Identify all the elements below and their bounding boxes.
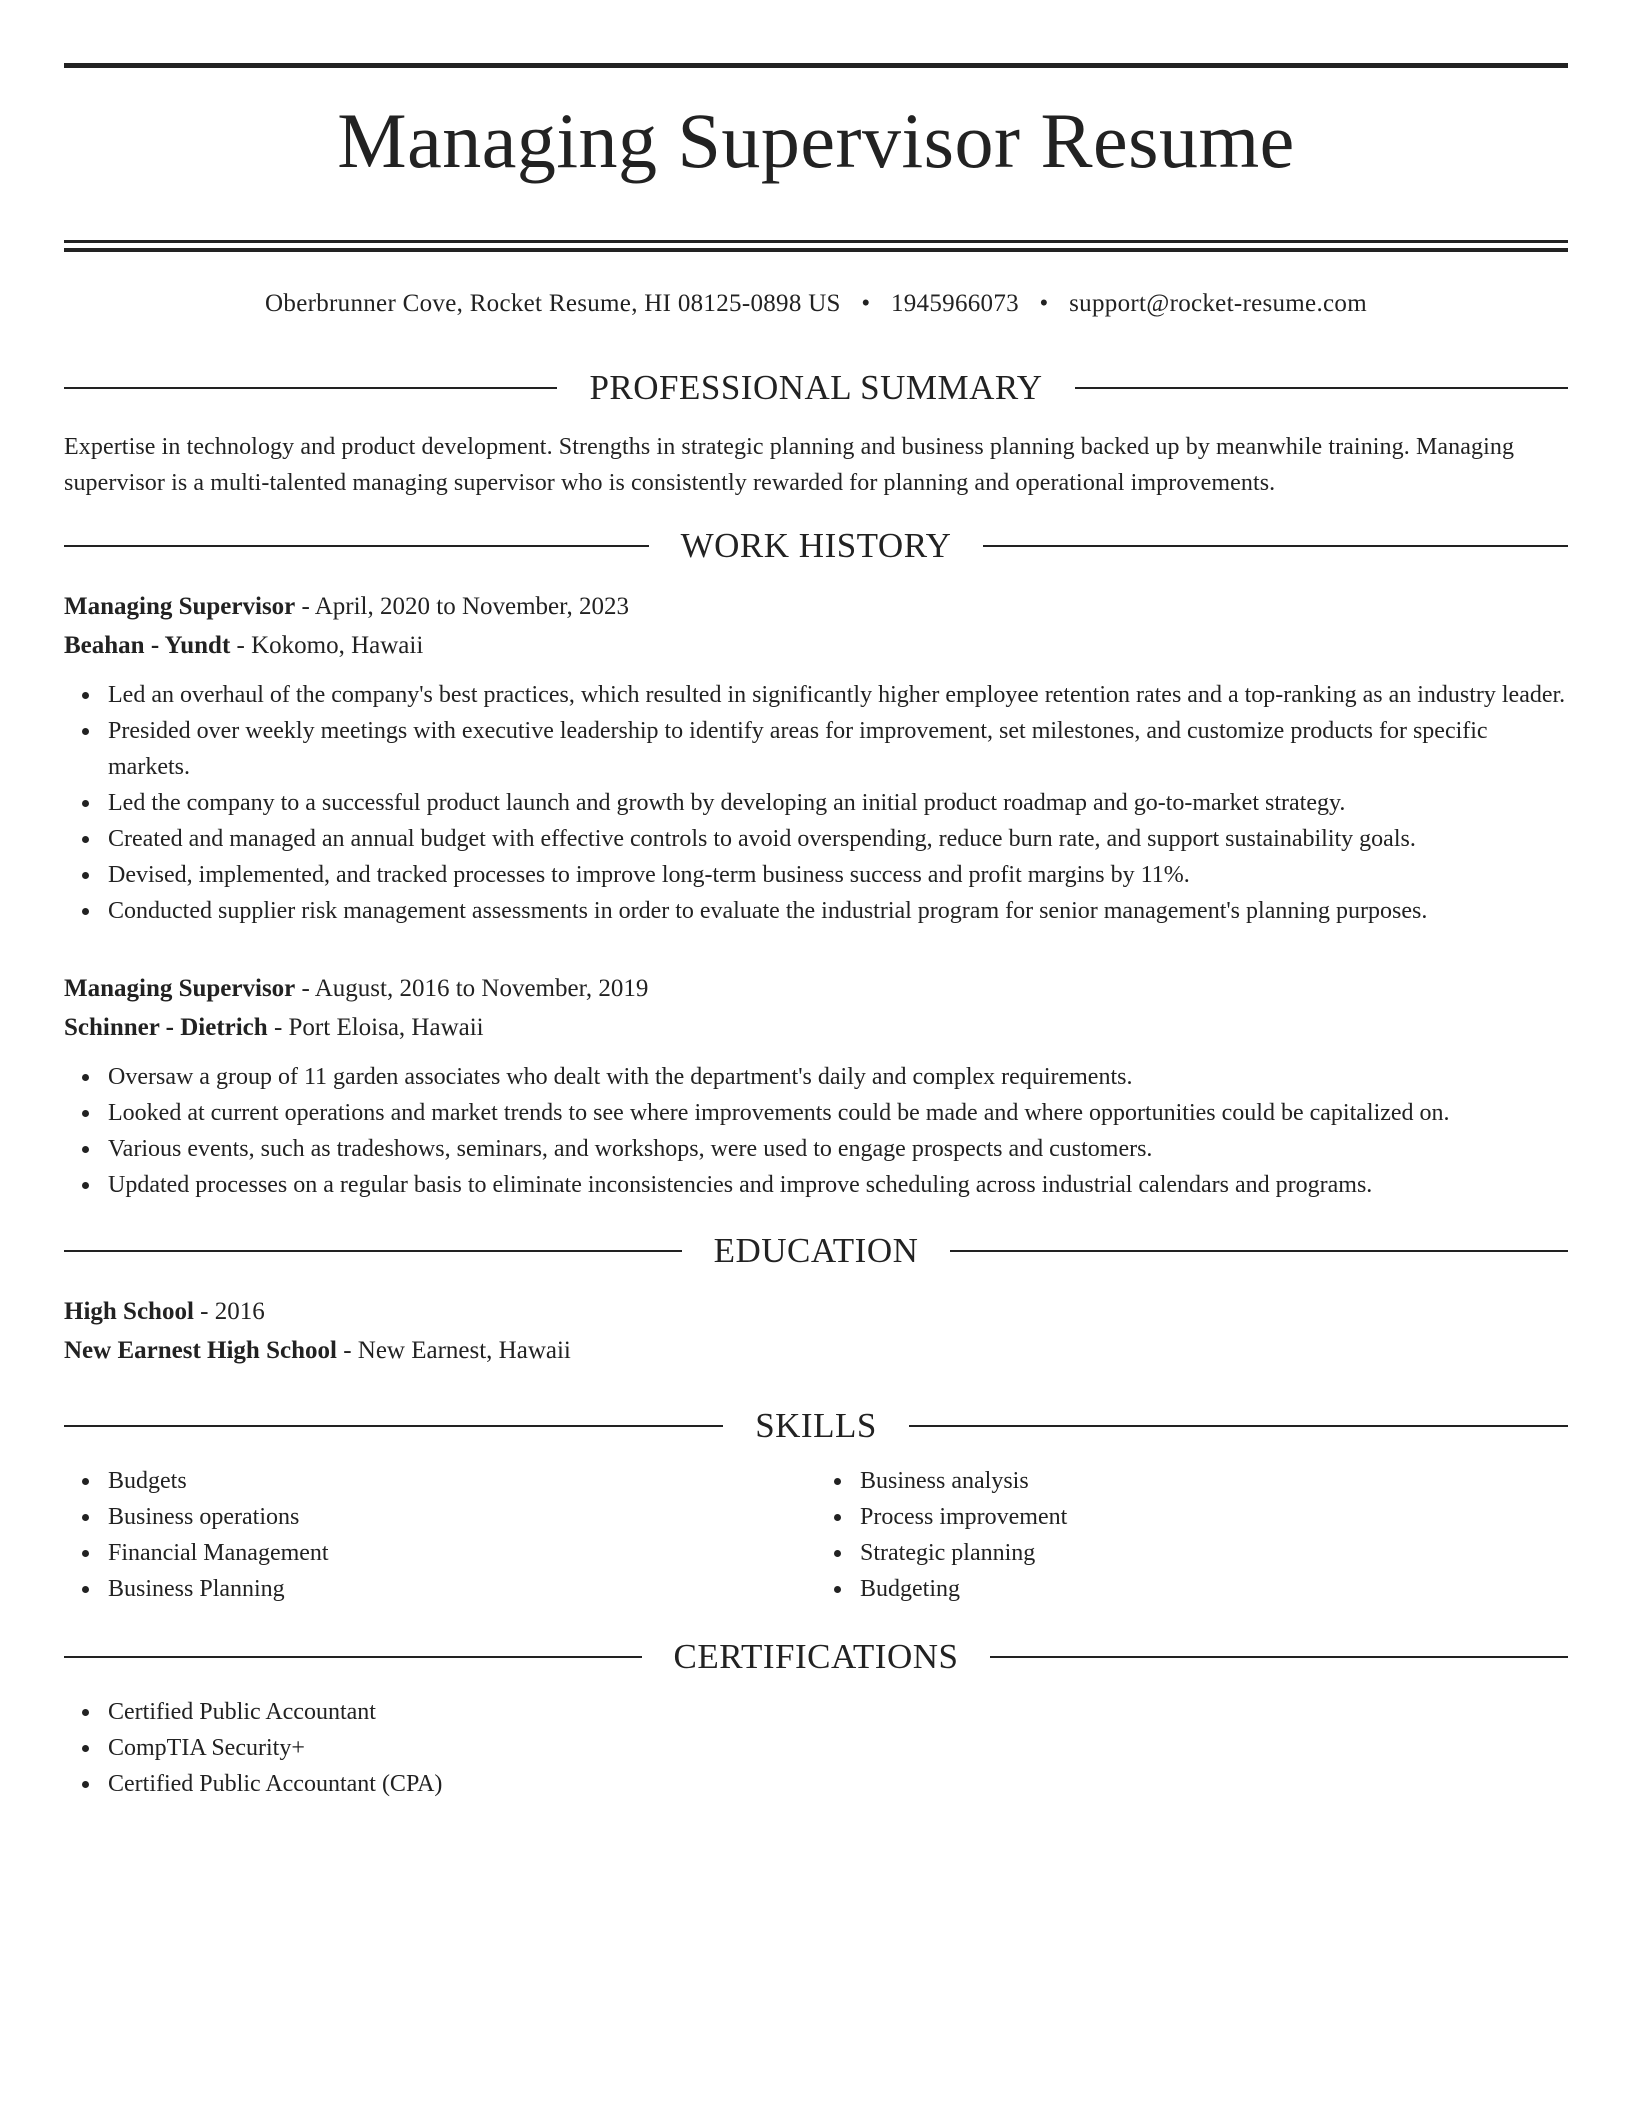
summary-paragraph: Expertise in technology and product development. Strengths in strategic planning and business planning backed up by meanwhile training. Managing supervisor is a multi-talented managing supervisor who is consistently rewarded for planning and operational improvements. xyxy=(64,434,1515,496)
education-school-line xyxy=(64,1331,1568,1370)
job-entry xyxy=(64,969,1568,1203)
section-heading-work-history xyxy=(64,528,1568,563)
contact-phone: 1945966073 xyxy=(890,290,1019,317)
section-title: PROFESSIONAL SUMMARY xyxy=(589,368,1043,407)
job-company: Beahan - Yundt xyxy=(64,632,231,659)
job-title-line xyxy=(64,969,1568,1008)
heading-rule-right xyxy=(1075,387,1568,389)
job-company: Schinner - Dietrich xyxy=(64,1014,268,1041)
education-year: - 2016 xyxy=(193,1298,265,1325)
list-item: Updated processes on a regular basis to eliminate inconsistencies and improve scheduling across industrial calendars and programs. xyxy=(108,1167,1568,1203)
heading-rule-left xyxy=(64,387,557,389)
list-item: Looked at current operations and market trends to see where improvements could be made and where opportunities could be capitalized on. xyxy=(108,1095,1568,1131)
heading-rule-left xyxy=(64,545,649,547)
education-degree-line xyxy=(64,1292,1568,1331)
job-title: Managing Supervisor xyxy=(64,975,296,1002)
section-title: EDUCATION xyxy=(713,1231,919,1270)
job-bullets xyxy=(64,1059,1568,1203)
job-title: Managing Supervisor xyxy=(64,593,296,620)
list-item: Business Planning xyxy=(108,1571,816,1607)
list-item: Process improvement xyxy=(860,1499,1568,1535)
education-entry xyxy=(64,1292,1568,1370)
skills-column-right xyxy=(816,1463,1568,1607)
education-location: - New Earnest, Hawaii xyxy=(336,1337,571,1364)
list-item: Presided over weekly meetings with executive leadership to identify areas for improvement, set milestones, and customize products for specific markets. xyxy=(108,713,1568,785)
education-school: New Earnest High School xyxy=(64,1337,337,1364)
section-heading-skills xyxy=(64,1408,1568,1443)
list-item: Led an overhaul of the company's best practices, which resulted in significantly higher employee retention rates and a top-ranking as an industry leader. xyxy=(108,677,1568,713)
list-item: Budgeting xyxy=(860,1571,1568,1607)
job-location: - Port Eloisa, Hawaii xyxy=(267,1014,484,1041)
skills-grid xyxy=(64,1463,1568,1607)
contact-separator: • xyxy=(1039,290,1049,317)
list-item: Created and managed an annual budget with effective controls to avoid overspending, reduce burn rate, and support sustainability goals. xyxy=(108,821,1568,857)
certifications-list xyxy=(64,1694,1568,1802)
list-item: Business analysis xyxy=(860,1463,1568,1499)
section-heading-summary xyxy=(64,370,1568,405)
contact-address: Oberbrunner Cove, Rocket Resume, HI 08125-0898 US xyxy=(265,290,841,317)
section-title: WORK HISTORY xyxy=(680,526,952,565)
job-dates: - August, 2016 to November, 2019 xyxy=(295,975,649,1002)
list-item: Led the company to a successful product launch and growth by developing an initial product roadmap and go-to-market strategy. xyxy=(108,785,1568,821)
title-double-rule xyxy=(64,240,1568,252)
heading-rule-left xyxy=(64,1250,682,1252)
job-dates: - April, 2020 to November, 2023 xyxy=(295,593,629,620)
job-entry xyxy=(64,587,1568,929)
contact-separator: • xyxy=(861,290,871,317)
heading-rule-right xyxy=(909,1425,1568,1427)
list-item: Budgets xyxy=(108,1463,816,1499)
contact-email: support@rocket-resume.com xyxy=(1069,290,1367,317)
heading-rule-left xyxy=(64,1425,723,1427)
heading-rule-right xyxy=(983,545,1568,547)
page-title: Managing Supervisor Resume xyxy=(337,97,1295,184)
section-title: SKILLS xyxy=(755,1406,877,1445)
list-item: Certified Public Accountant xyxy=(108,1694,1568,1730)
section-heading-education xyxy=(64,1233,1568,1268)
list-item: Financial Management xyxy=(108,1535,816,1571)
skills-column-left xyxy=(64,1463,816,1607)
contact-line xyxy=(64,288,1568,320)
job-location: - Kokomo, Hawaii xyxy=(230,632,424,659)
heading-rule-right xyxy=(950,1250,1568,1252)
section-title: CERTIFICATIONS xyxy=(673,1637,959,1676)
section-heading-certifications xyxy=(64,1639,1568,1674)
job-title-line xyxy=(64,587,1568,626)
top-rule xyxy=(64,63,1568,68)
list-item: Various events, such as tradeshows, seminars, and workshops, were used to engage prospects and customers. xyxy=(108,1131,1568,1167)
list-item: Strategic planning xyxy=(860,1535,1568,1571)
list-item: Certified Public Accountant (CPA) xyxy=(108,1766,1568,1802)
job-company-line xyxy=(64,626,1568,665)
list-item: Business operations xyxy=(108,1499,816,1535)
heading-rule-left xyxy=(64,1656,642,1658)
job-bullets xyxy=(64,677,1568,929)
job-company-line xyxy=(64,1008,1568,1047)
list-item: Conducted supplier risk management assessments in order to evaluate the industrial program for senior management's planning purposes. xyxy=(108,893,1568,929)
list-item: CompTIA Security+ xyxy=(108,1730,1568,1766)
list-item: Oversaw a group of 11 garden associates who dealt with the department's daily and complex requirements. xyxy=(108,1059,1568,1095)
education-degree: High School xyxy=(64,1298,194,1325)
heading-rule-right xyxy=(990,1656,1568,1658)
list-item: Devised, implemented, and tracked processes to improve long-term business success and profit margins by 11%. xyxy=(108,857,1568,893)
